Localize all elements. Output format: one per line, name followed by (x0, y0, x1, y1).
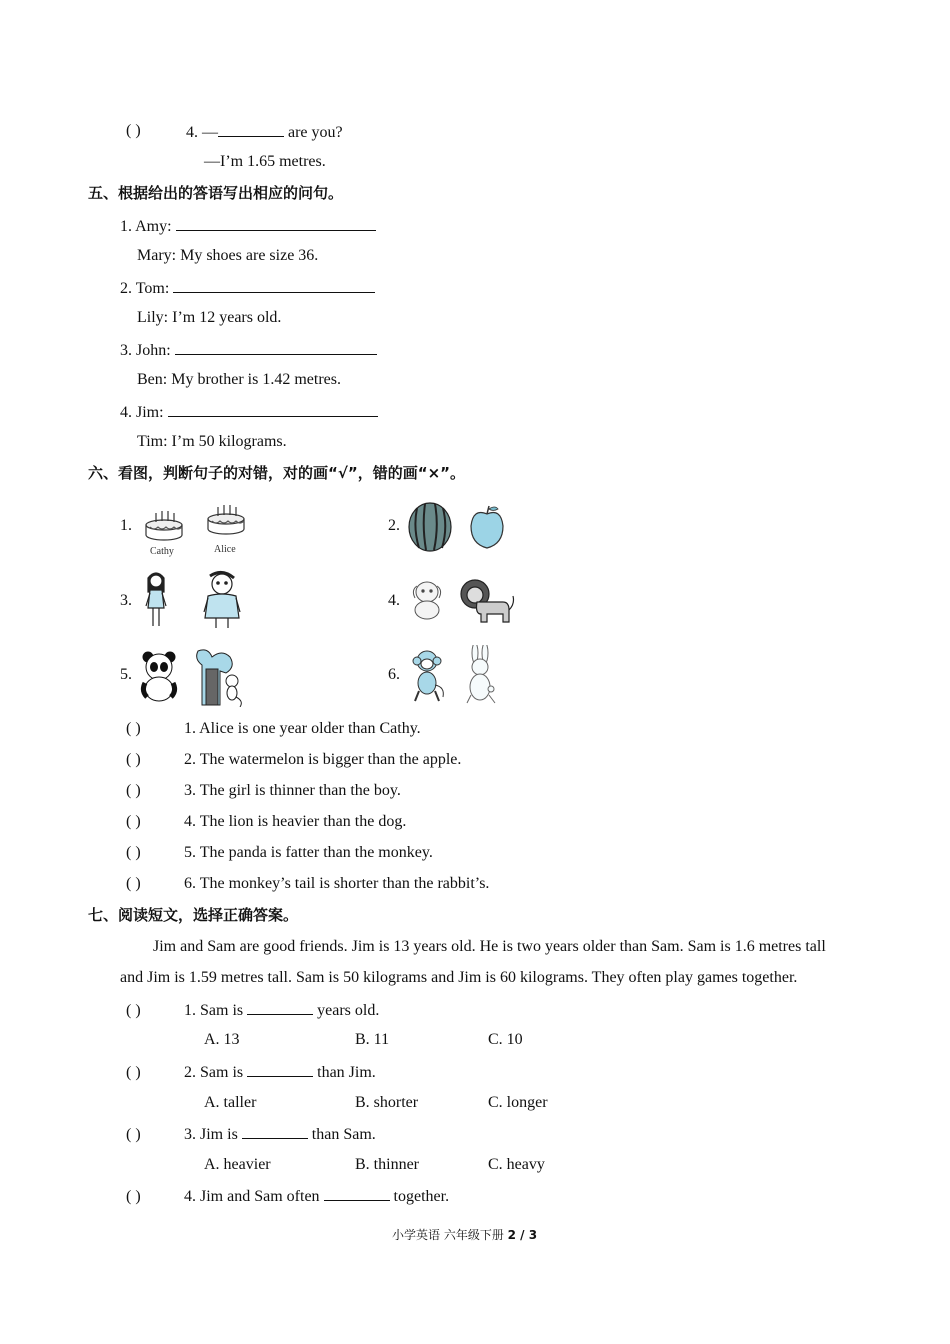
option-b[interactable]: B. shorter (355, 1094, 419, 1111)
girl-icon (146, 573, 166, 626)
s6-statement-5: ( ) 5. The panda is fatter than the monkey. (126, 844, 433, 861)
section-5-title: 五、根据给出的答语写出相应的问句。 (88, 184, 344, 202)
monkey-icon (413, 651, 443, 701)
answer-paren[interactable]: ( ) (126, 813, 141, 830)
cake-icon (146, 511, 182, 540)
s5-question-3: 3. John: (120, 339, 377, 361)
pic-number-4: 4. (388, 592, 400, 609)
answer-paren[interactable]: ( ) (126, 122, 141, 139)
option-b[interactable]: B. 11 (355, 1031, 390, 1048)
answer-blank[interactable] (218, 121, 284, 137)
answer-blank (247, 1061, 313, 1077)
page-footer (392, 1225, 537, 1245)
answer-blank[interactable] (168, 401, 378, 417)
s6-statement-2: ( ) 2. The watermelon is bigger than the apple. (126, 751, 462, 768)
s5-answer-4: Tim: I’m 50 kilograms. (137, 433, 287, 450)
question-number: 4. — (186, 124, 218, 141)
cake-icon (208, 505, 244, 534)
monkey-rabbit-picture (405, 645, 515, 707)
option-c[interactable]: C. heavy (488, 1156, 545, 1173)
option-b[interactable]: B. thinner (355, 1156, 419, 1173)
pic-number-3: 3. (120, 592, 132, 609)
answer-blank[interactable] (176, 215, 376, 231)
answer-paren[interactable]: ( ) (126, 1002, 141, 1019)
s7-question-1: ( ) 1. Sam is years old. (126, 999, 379, 1021)
pic-number-5: 5. (120, 666, 132, 683)
option-c[interactable]: C. longer (488, 1094, 548, 1111)
pic-number-2: 2. (388, 517, 400, 534)
s7-question-3: ( ) 3. Jim is than Sam. (126, 1123, 376, 1145)
apple-icon (471, 506, 503, 548)
s5-answer-1: Mary: My shoes are size 36. (137, 247, 319, 264)
answer-paren[interactable]: ( ) (126, 1126, 141, 1143)
question-4-prev-answer: —I’m 1.65 metres. (204, 153, 326, 170)
s5-answer-2: Lily: I’m 12 years old. (137, 309, 282, 326)
s6-statement-4: ( ) 4. The lion is heavier than the dog. (126, 813, 407, 830)
answer-paren[interactable]: ( ) (126, 751, 141, 768)
answer-paren[interactable]: ( ) (126, 844, 141, 861)
cake-label-alice: Alice (214, 544, 236, 555)
s5-answer-3: Ben: My brother is 1.42 metres. (137, 371, 341, 388)
passage-line-1: Jim and Sam are good friends. Jim is 13 years old. He is two years older than Sam. Sam is 1.6 metres tall (153, 938, 826, 955)
s6-statement-3: ( ) 3. The girl is thinner than the boy. (126, 782, 401, 799)
answer-blank[interactable] (173, 277, 375, 293)
s5-question-4: 4. Jim: (120, 401, 378, 423)
dog-icon (413, 582, 440, 619)
tree-monkey-icon (197, 650, 242, 707)
question-text: are you? (288, 124, 343, 141)
watermelon-icon (409, 503, 451, 551)
s7-question-2: ( ) 2. Sam is than Jim. (126, 1061, 376, 1083)
answer-paren[interactable]: ( ) (126, 720, 141, 737)
cake-label-cathy: Cathy (150, 546, 174, 557)
s5-question-1: 1. Amy: (120, 215, 376, 237)
girl-boy-picture (140, 568, 255, 632)
boy-icon (204, 572, 240, 628)
answer-blank (324, 1185, 390, 1201)
answer-blank (242, 1123, 308, 1139)
birthday-cakes-picture (140, 497, 255, 559)
s7-question-4: ( ) 4. Jim and Sam often together. (126, 1185, 449, 1207)
section-7-title: 七、阅读短文，选择正确答案。 (88, 906, 299, 924)
option-c[interactable]: C. 10 (488, 1031, 523, 1048)
answer-blank (247, 999, 313, 1015)
fruit-picture (405, 500, 515, 556)
pic-number-6: 6. (388, 666, 400, 683)
option-a[interactable]: A. 13 (204, 1031, 240, 1048)
panda-monkey-picture (140, 645, 255, 707)
section-6-title: 六、看图，判断句子的对错，对的画“√”，错的画“×”。 (88, 464, 466, 482)
panda-icon (143, 652, 175, 701)
option-a[interactable]: A. heavier (204, 1156, 271, 1173)
option-a[interactable]: A. taller (204, 1094, 257, 1111)
passage-line-2: and Jim is 1.59 metres tall. Sam is 50 kilograms and Jim is 60 kilograms. They often play games together. (120, 969, 798, 986)
lion-icon (461, 580, 514, 622)
answer-paren[interactable]: ( ) (126, 782, 141, 799)
footer-subject: 小学英语 六年级下册 (392, 1228, 504, 1242)
pic-number-1: 1. (120, 517, 132, 534)
answer-paren[interactable]: ( ) (126, 875, 141, 892)
question-4-prev (186, 121, 343, 143)
s5-question-2: 2. Tom: (120, 277, 375, 299)
page-number: 2 / 3 (507, 1228, 538, 1242)
rabbit-icon (467, 645, 495, 703)
s6-statement-6: ( ) 6. The monkey’s tail is shorter than the rabbit’s. (126, 875, 490, 892)
dog-lion-picture (405, 572, 515, 632)
s6-statement-1: ( ) 1. Alice is one year older than Cathy. (126, 720, 421, 737)
answer-paren[interactable]: ( ) (126, 1188, 141, 1205)
answer-blank[interactable] (175, 339, 377, 355)
answer-paren[interactable]: ( ) (126, 1064, 141, 1081)
